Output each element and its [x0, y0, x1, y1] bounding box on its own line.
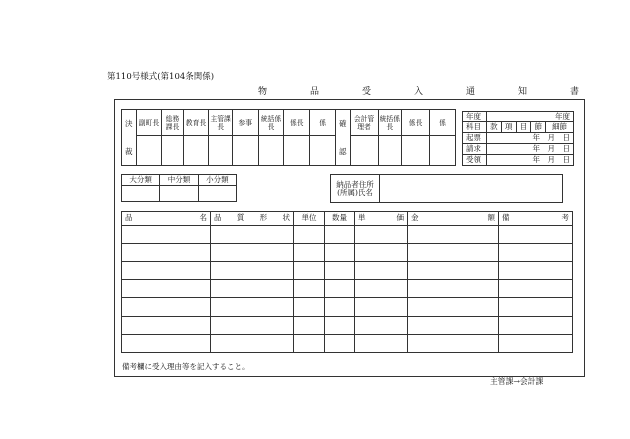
item-cell[interactable]: [122, 316, 211, 334]
stamp-cell[interactable]: [284, 136, 310, 166]
head-教育長: 教育長: [183, 110, 209, 136]
item-cell[interactable]: [355, 334, 408, 352]
head-係: 係: [310, 110, 336, 136]
item-col-細節: 細節: [546, 122, 574, 133]
item-cell[interactable]: [294, 225, 325, 243]
item-cell[interactable]: [294, 298, 325, 316]
budget-table: [462, 111, 574, 166]
head-会計管理者: 会計管理者: [350, 110, 378, 136]
item-cell[interactable]: [499, 280, 573, 298]
confirm-label: 確 認: [335, 110, 350, 166]
stamp-cell[interactable]: [310, 136, 336, 166]
decision-label: 決 裁: [122, 110, 137, 166]
item-cell[interactable]: [325, 334, 355, 352]
item-cell[interactable]: [355, 316, 408, 334]
item-cell[interactable]: [408, 225, 499, 243]
item-cell[interactable]: [294, 243, 325, 261]
item-cell[interactable]: [211, 280, 294, 298]
item-cell[interactable]: [294, 334, 325, 352]
supplier-field[interactable]: [380, 175, 563, 203]
item-cell[interactable]: [122, 334, 211, 352]
item-cell[interactable]: [408, 262, 499, 280]
col-header: 金 額: [408, 212, 499, 226]
item-cell[interactable]: [122, 262, 211, 280]
col-header: 数量: [325, 212, 355, 226]
head-参事: 参事: [232, 110, 258, 136]
head-統括係長: 統括係長: [258, 110, 284, 136]
stamp-cell[interactable]: [350, 136, 378, 166]
col-header: 品 質 形 状: [211, 212, 294, 226]
item-cell[interactable]: [211, 316, 294, 334]
head-副町長: 副町長: [136, 110, 162, 136]
item-cell[interactable]: [122, 298, 211, 316]
item-cell[interactable]: [499, 316, 573, 334]
remarks-note: 備考欄に受入理由等を記入すること。: [122, 362, 250, 371]
item-cell[interactable]: [325, 243, 355, 261]
item-cell[interactable]: [325, 262, 355, 280]
item-cell[interactable]: [355, 280, 408, 298]
supplier-table: [330, 174, 563, 203]
stamp-cell[interactable]: [136, 136, 162, 166]
class-cell[interactable]: [160, 186, 198, 202]
item-cell[interactable]: [499, 243, 573, 261]
item-cell[interactable]: [499, 298, 573, 316]
item-cell[interactable]: [499, 262, 573, 280]
items-table: [121, 211, 573, 353]
head-統括係長-2: 統括係長: [378, 110, 402, 136]
class-cell[interactable]: [122, 186, 160, 202]
item-cell[interactable]: [408, 334, 499, 352]
items-label: 科目: [463, 122, 487, 133]
class-header: 大分類: [122, 175, 160, 186]
item-col-項: 項: [501, 122, 516, 133]
item-cell[interactable]: [325, 225, 355, 243]
supplier-label: 納品者住所 (所属)氏名: [331, 175, 380, 203]
col-header: 備 考: [499, 212, 573, 226]
item-cell[interactable]: [122, 243, 211, 261]
item-cell[interactable]: [294, 316, 325, 334]
date-row-value[interactable]: 年 月 日: [487, 133, 574, 144]
item-cell[interactable]: [211, 298, 294, 316]
stamp-cell[interactable]: [258, 136, 284, 166]
stamp-cell[interactable]: [232, 136, 258, 166]
item-cell[interactable]: [408, 316, 499, 334]
item-cell[interactable]: [325, 298, 355, 316]
item-cell[interactable]: [211, 334, 294, 352]
item-cell[interactable]: [294, 262, 325, 280]
stamp-cell[interactable]: [183, 136, 209, 166]
stamp-cell[interactable]: [162, 136, 183, 166]
class-cell[interactable]: [198, 186, 236, 202]
head-係長-2: 係長: [402, 110, 430, 136]
class-header: 中分類: [160, 175, 198, 186]
date-row-label: 受領: [463, 155, 487, 166]
routing-text: 主管課→会計課: [490, 377, 544, 386]
item-cell[interactable]: [325, 280, 355, 298]
stamp-cell[interactable]: [209, 136, 233, 166]
fiscal-year-label: 年度: [463, 112, 487, 122]
item-cell[interactable]: [408, 280, 499, 298]
item-cell[interactable]: [122, 225, 211, 243]
item-cell[interactable]: [355, 243, 408, 261]
col-header: 単位: [294, 212, 325, 226]
fiscal-year-value[interactable]: 年度: [487, 112, 574, 122]
date-row-value[interactable]: 年 月 日: [487, 144, 574, 155]
head-主管課長: 主管課長: [209, 110, 233, 136]
item-cell[interactable]: [499, 225, 573, 243]
stamp-cell[interactable]: [430, 136, 456, 166]
item-cell[interactable]: [408, 243, 499, 261]
date-row-label: 起票: [463, 133, 487, 144]
head-係長: 係長: [284, 110, 310, 136]
class-header: 小分類: [198, 175, 236, 186]
stamp-cell[interactable]: [402, 136, 430, 166]
col-header: 単 価: [355, 212, 408, 226]
item-cell[interactable]: [408, 298, 499, 316]
date-row-value[interactable]: 年 月 日: [487, 155, 574, 166]
item-cell[interactable]: [355, 225, 408, 243]
head-係-2: 係: [430, 110, 456, 136]
item-cell[interactable]: [355, 298, 408, 316]
item-cell[interactable]: [499, 334, 573, 352]
item-cell[interactable]: [325, 316, 355, 334]
item-cell[interactable]: [211, 262, 294, 280]
date-row-label: 請求: [463, 144, 487, 155]
item-cell[interactable]: [211, 225, 294, 243]
item-cell[interactable]: [122, 280, 211, 298]
head-総務課長: 総務課長: [162, 110, 183, 136]
col-header: 品 名: [122, 212, 211, 226]
item-col-目: 目: [516, 122, 531, 133]
item-cell[interactable]: [355, 262, 408, 280]
classification-table: [121, 174, 237, 202]
item-col-款: 款: [487, 122, 502, 133]
approval-stamp-table: [121, 109, 456, 166]
form-number: 第110号様式(第104条関係): [107, 72, 215, 82]
form-title: 物 品 受 入 通 知 書: [258, 87, 597, 97]
stamp-cell[interactable]: [378, 136, 402, 166]
item-col-節: 節: [531, 122, 546, 133]
item-cell[interactable]: [294, 280, 325, 298]
item-cell[interactable]: [211, 243, 294, 261]
